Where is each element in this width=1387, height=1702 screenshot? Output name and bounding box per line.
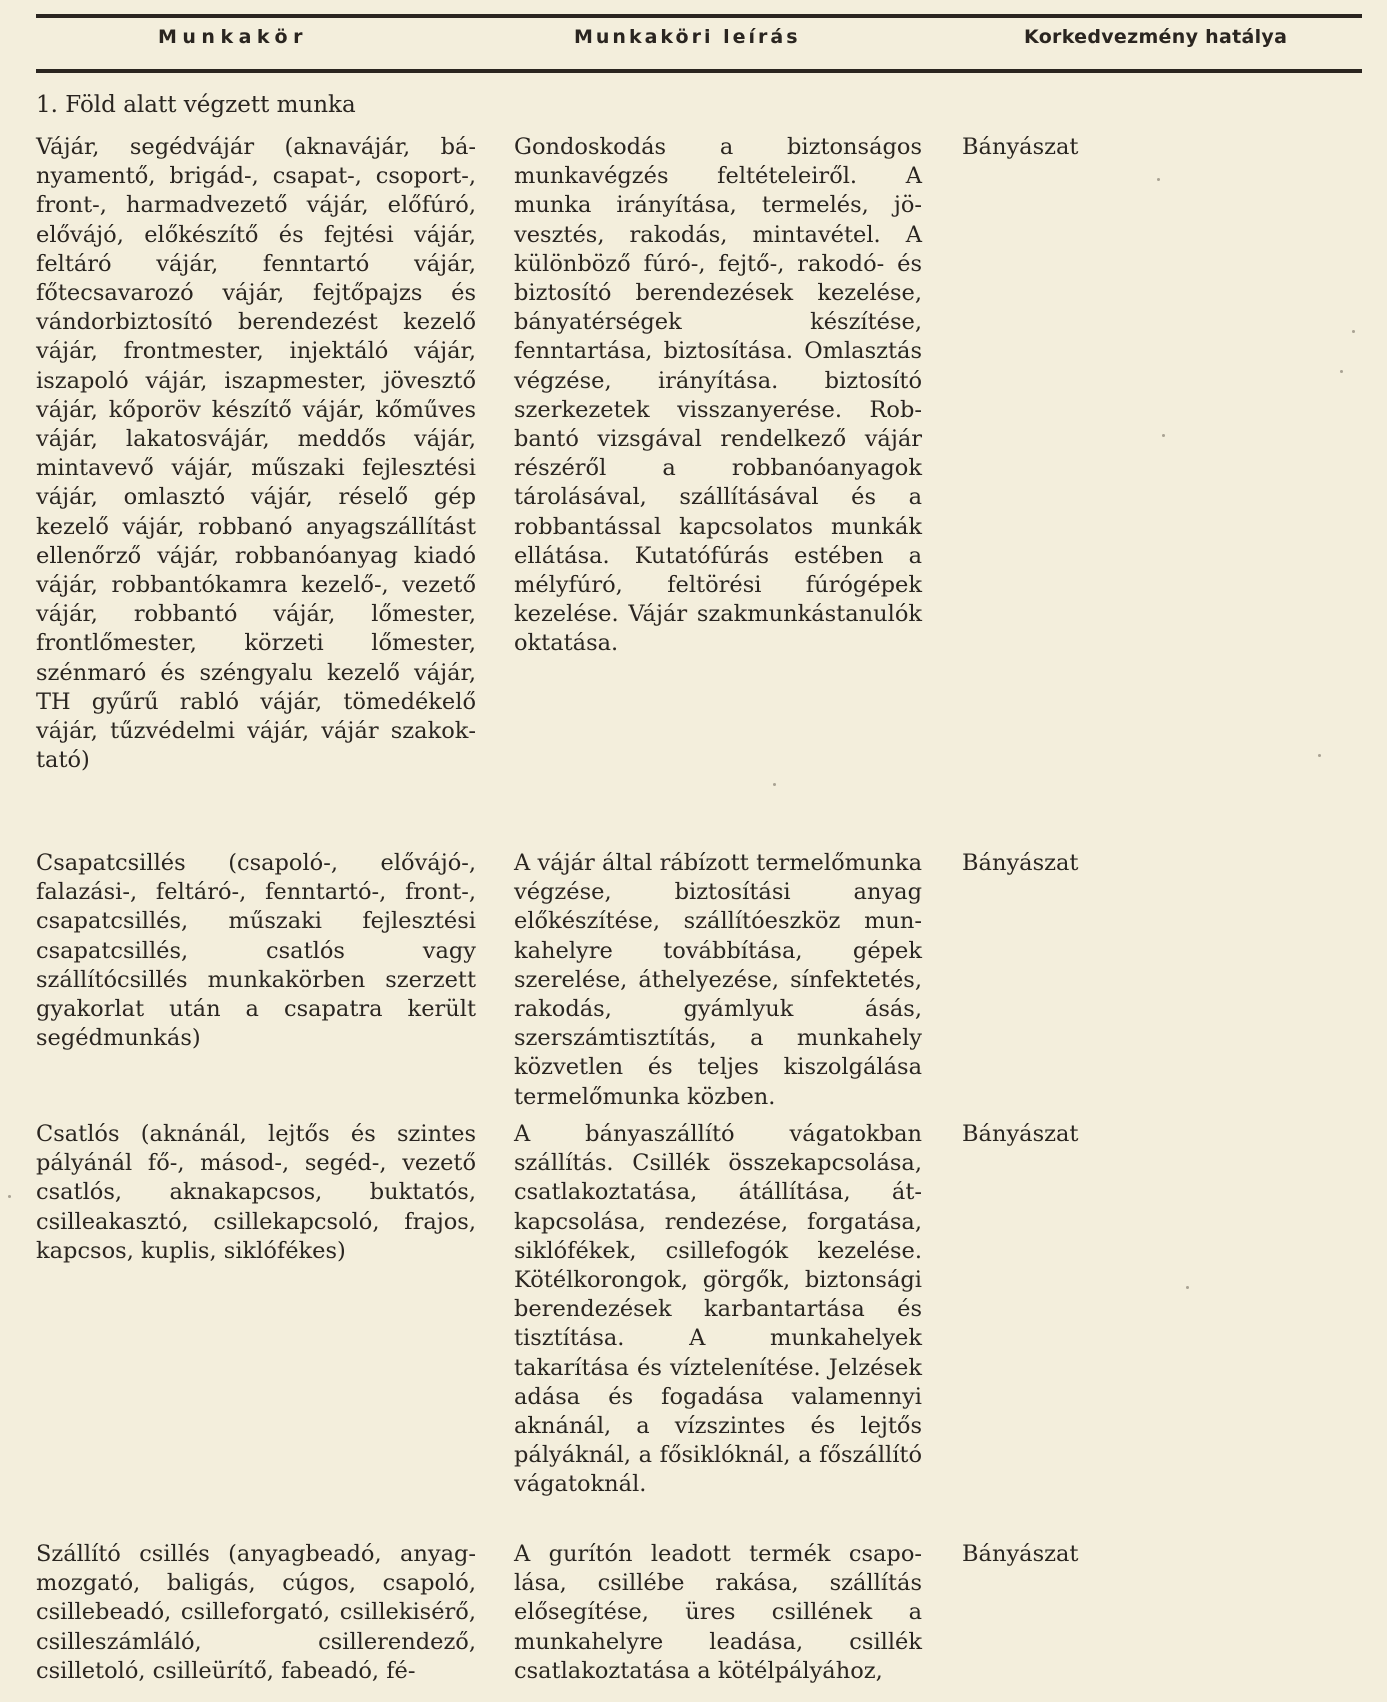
job-description-cell: A gurítón leadott termék csapolása, csillébe rakása, szállítás elősegítése, üres csillének a munkahelyre leadása, csillék csatlakoztatása a kötélpályához, (514, 1541, 922, 1684)
header-rule (36, 69, 1362, 73)
paper-speck (1162, 434, 1165, 437)
header-job-description: Munkaköri leírás (574, 26, 801, 48)
header-job-title: Munkakör (158, 26, 308, 48)
section-title: 1. Föld alatt végzett munka (36, 92, 356, 118)
paper-speck (773, 783, 776, 786)
table-header (36, 24, 1362, 64)
paper-speck (1318, 754, 1321, 757)
job-title-cell: Vájár, segédvájár (aknavájár, bányamentő, brigád-, csapat-, csoport-, front-, harmadvezető vájár, előfúró, elővájó, előkészítő és fejtési vájár, feltáró vájár, fenntartó vájár, főtecsavarozó vájár, fejtőpajzs és vándorbiztosító berendezést kezelő vájár, frontmester, injektáló vájár, iszapoló vájár, iszapmester, jövesztő vájár, kőporöv készítő vájár, kőműves vájár, lakatosvájár, meddős vájár, mintavevő vájár, műszaki fejlesztési vájár, omlasztó vájár, réselő gép kezelő vájár, robbanó anyagszállítást ellenőrző vájár, robbanóanyag kiadó vájár, robbantókamra kezelő-, vezető vájár, robbantó vájár, lőmester, frontlőmester, körzeti lőmester, szénmaró és széngyalu kezelő vájár, TH gyűrű rabló vájár, tömedékelő vájár, tűzvédelmi vájár, vájár szakoktató) (36, 134, 476, 774)
job-description-cell: A bányaszállító vágatokban szállítás. Csillék összekapcsolása, csatlakoztatása, átállítása, átkapcsolása, rendezése, forgatása, siklófékek, csillefogók kezelése. Kötélkorongok, görgők, biztonsági berendezések karbantartása és tisztítása. A munkahelyek takarítása és víztelenítése. Jelzések adása és fogadása valamennyi aknánál, a vízszintes és lejtős pályáknál, a fősiklóknál, a főszállító vágatoknál. (514, 1121, 922, 1498)
paper-speck (1186, 1286, 1189, 1289)
scope-cell: Bányászat (962, 134, 1079, 160)
paper-speck (8, 1195, 11, 1198)
job-description-cell: Gondoskodás a biztonságos munkavégzés feltételeiről. A munka irányítása, termelés, jövesztés, rakodás, mintavétel. A különböző fúró-, fejtő-, rakodó- és biztosító berendezések kezelése, bányatérségek készítése, fenntartása, biztosítása. Omlasztás végzése, irányítása. biztosító szerkezetek visszanyerése. Robbantó vizsgával rendelkező vájár részéről a robbanóanyagok tárolásával, szállításával és a robbantással kapcsolatos munkák ellátása. Kutatófúrás estében a mélyfúró, feltörési fúrógépek kezelése. Vájár szakmunkástanulók oktatása. (514, 134, 922, 657)
header-early-retirement-scope: Korkedvezmény hatálya (1024, 26, 1288, 48)
job-description-cell: A vájár által rábízott termelőmunka végzése, biztosítási anyag előkészítése, szállítóeszköz munkahelyre továbbítása, gépek szerelése, áthelyezése, sínfektetés, rakodás, gyámlyuk ásás, szerszámtisztítás, a munkahely közvetlen és teljes kiszolgálása termelőmunka közben. (514, 850, 922, 1110)
job-title-cell: Csatlós (aknánál, lejtős és szintes pályánál fő-, másod-, segéd-, vezető csatlós, aknakapcsos, buktatós, csilleakasztó, csillekapcsoló, frajos, kapcsos, kuplis, siklófékes) (36, 1121, 476, 1264)
top-rule (36, 14, 1362, 18)
paper-speck (1352, 330, 1355, 333)
paper-speck (1340, 370, 1343, 373)
job-title-cell: Csapatcsillés (csapoló-, elővájó-, falazási-, feltáró-, fenntartó-, front-, csapatcsillés, műszaki fejlesztési csapatcsillés, csatlós vagy szállítócsillés munkakörben szerzett gyakorlat után a csapatra került segédmunkás) (36, 850, 476, 1052)
job-title-cell: Szállító csillés (anyagbeadó, anyagmozgató, baligás, cúgos, csapoló, csillebeadó, csilleforgató, csillekisérő, csilleszámláló, csillerendező, csilletoló, csilleürítő, fabeadó, fé- (36, 1541, 476, 1684)
scope-cell: Bányászat (962, 850, 1079, 876)
scope-cell: Bányászat (962, 1541, 1079, 1567)
paper-speck (1157, 178, 1160, 181)
scope-cell: Bányászat (962, 1121, 1079, 1147)
